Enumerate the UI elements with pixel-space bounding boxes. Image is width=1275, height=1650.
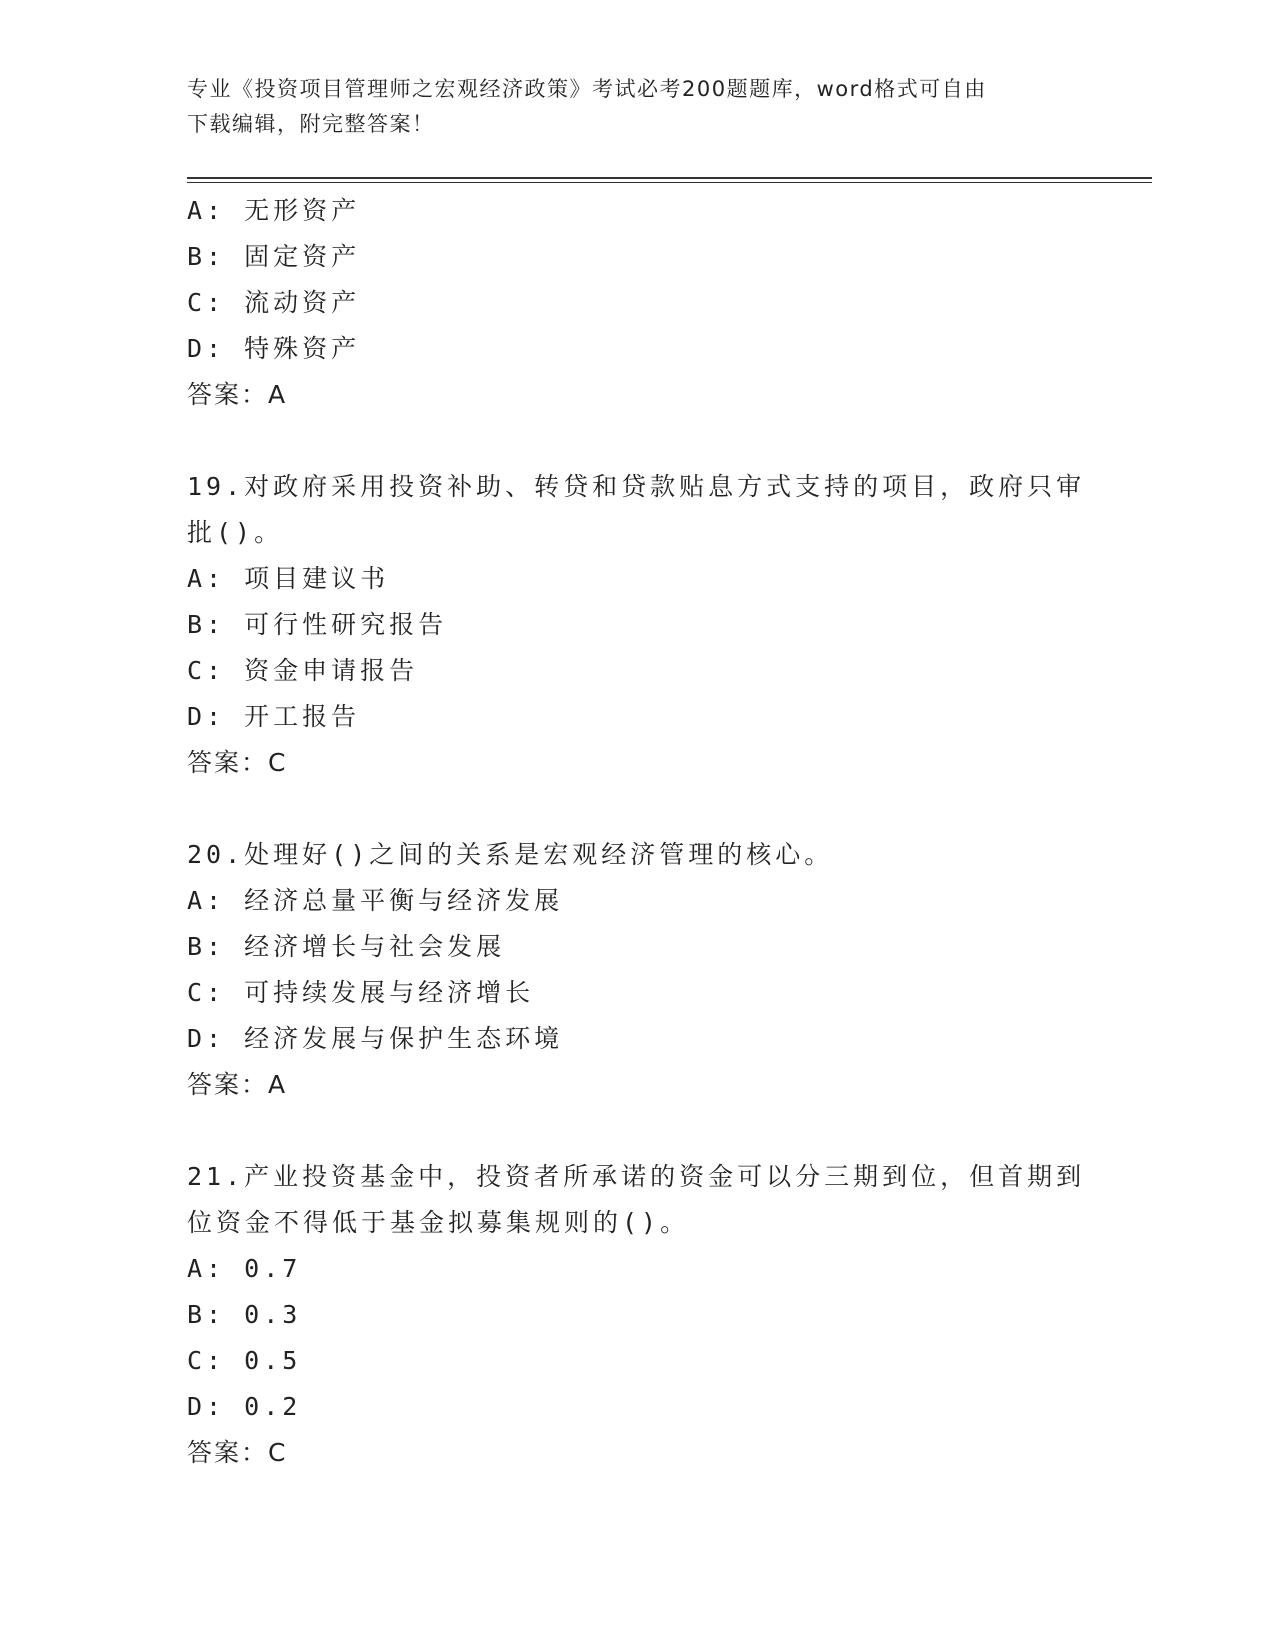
question-block-20 xyxy=(187,832,1087,1108)
option-label: D: xyxy=(187,334,226,363)
option-a xyxy=(187,188,1087,234)
option-label: B: xyxy=(187,610,226,639)
answer-line xyxy=(187,372,1087,418)
option-label: A: xyxy=(187,1254,226,1283)
answer-label: 答案： xyxy=(187,1070,269,1099)
header-line-1: 专业《投资项目管理师之宏观经济政策》考试必考200题题库，word格式可自由 xyxy=(187,77,987,101)
answer-value: C xyxy=(268,1438,288,1467)
option-text: 流动资产 xyxy=(244,288,361,317)
header-rule-thick xyxy=(187,177,1152,179)
option-text: 0.5 xyxy=(244,1346,302,1375)
question-stem-line: 19.对政府采用投资补助、转贷和贷款贴息方式支持的项目，政府只审 xyxy=(187,472,1086,501)
option-d xyxy=(187,1016,1087,1062)
option-text: 经济发展与保护生态环境 xyxy=(244,1024,564,1053)
option-text: 经济增长与社会发展 xyxy=(244,932,506,961)
option-text: 无形资产 xyxy=(244,196,361,225)
option-label: C: xyxy=(187,978,226,1007)
question-stem-line: 21.产业投资基金中，投资者所承诺的资金可以分三期到位，但首期到 xyxy=(187,1162,1086,1191)
option-a xyxy=(187,1246,1087,1292)
option-label: C: xyxy=(187,288,226,317)
option-label: C: xyxy=(187,1346,226,1375)
answer-value: A xyxy=(268,1070,288,1099)
option-text: 经济总量平衡与经济发展 xyxy=(244,886,564,915)
answer-line xyxy=(187,1062,1087,1108)
option-b xyxy=(187,1292,1087,1338)
option-text: 0.3 xyxy=(244,1300,302,1329)
question-block-19 xyxy=(187,464,1087,786)
question-block-21 xyxy=(187,1154,1087,1476)
answer-label: 答案： xyxy=(187,748,269,777)
option-label: B: xyxy=(187,932,226,961)
option-text: 0.2 xyxy=(244,1392,302,1421)
option-a xyxy=(187,556,1087,602)
option-label: A: xyxy=(187,886,226,915)
question-stem-line: 批()。 xyxy=(187,518,284,547)
option-label: C: xyxy=(187,656,226,685)
answer-label: 答案： xyxy=(187,1438,269,1467)
option-text: 0.7 xyxy=(244,1254,302,1283)
option-text: 固定资产 xyxy=(244,242,361,271)
option-text: 资金申请报告 xyxy=(244,656,419,685)
document-header xyxy=(187,72,1087,142)
question-stem-line: 位资金不得低于基金拟募集规则的()。 xyxy=(187,1208,690,1237)
answer-value: C xyxy=(268,748,288,777)
option-c xyxy=(187,280,1087,326)
header-rule-thin xyxy=(187,182,1152,183)
answer-value: A xyxy=(268,380,288,409)
answer-line xyxy=(187,740,1087,786)
answer-label: 答案： xyxy=(187,380,269,409)
option-d xyxy=(187,1384,1087,1430)
option-text: 可持续发展与经济增长 xyxy=(244,978,535,1007)
option-c xyxy=(187,1338,1087,1384)
option-a xyxy=(187,878,1087,924)
option-label: D: xyxy=(187,1392,226,1421)
option-text: 项目建议书 xyxy=(244,564,390,593)
option-label: B: xyxy=(187,1300,226,1329)
option-c xyxy=(187,648,1087,694)
question-block-18 xyxy=(187,188,1087,418)
option-text: 可行性研究报告 xyxy=(244,610,448,639)
question-stem-line: 20.处理好()之间的关系是宏观经济管理的核心。 xyxy=(187,840,834,869)
option-label: B: xyxy=(187,242,226,271)
option-text: 开工报告 xyxy=(244,702,361,731)
option-label: D: xyxy=(187,702,226,731)
option-text: 特殊资产 xyxy=(244,334,361,363)
option-c xyxy=(187,970,1087,1016)
answer-line xyxy=(187,1430,1087,1476)
option-label: D: xyxy=(187,1024,226,1053)
question-list xyxy=(187,188,1087,1476)
option-d xyxy=(187,694,1087,740)
option-label: A: xyxy=(187,196,226,225)
header-line-2: 下载编辑，附完整答案！ xyxy=(187,112,435,136)
option-d xyxy=(187,326,1087,372)
option-b xyxy=(187,234,1087,280)
option-label: A: xyxy=(187,564,226,593)
option-b xyxy=(187,924,1087,970)
option-b xyxy=(187,602,1087,648)
